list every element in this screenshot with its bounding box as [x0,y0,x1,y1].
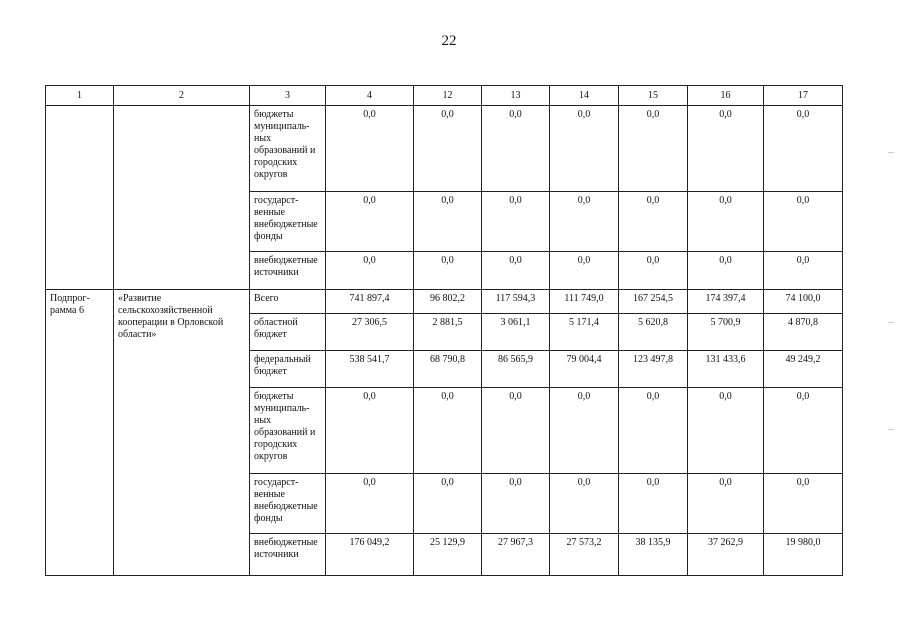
funding-source-cell: федеральный бюджет [250,351,326,388]
value-cell: 741 897,4 [326,290,414,314]
value-cell: 117 594,3 [482,290,550,314]
funding-source-cell: внебюджетные источники [250,252,326,290]
value-cell: 0,0 [414,474,482,534]
value-cell: 4 870,8 [764,314,843,351]
value-cell: 5 700,9 [688,314,764,351]
value-cell: 27 306,5 [326,314,414,351]
value-cell: 0,0 [764,106,843,192]
value-cell: 0,0 [550,192,619,252]
value-cell: 0,0 [764,388,843,474]
funding-source-cell: бюджеты муниципальных образований и городских округов [250,106,326,192]
scan-artifact [888,429,894,430]
scan-artifact [888,152,894,153]
column-number-row [46,86,843,106]
value-cell: 0,0 [619,388,688,474]
value-cell: 0,0 [326,106,414,192]
value-cell: 25 129,9 [414,534,482,576]
value-cell: 2 881,5 [414,314,482,351]
column-number-cell: 13 [482,86,550,106]
value-cell: 0,0 [688,388,764,474]
value-cell: 79 004,4 [550,351,619,388]
value-cell: 0,0 [688,106,764,192]
column-number-cell: 12 [414,86,482,106]
value-cell: 0,0 [688,192,764,252]
value-cell: 0,0 [550,388,619,474]
value-cell: 0,0 [326,388,414,474]
value-cell: 0,0 [482,106,550,192]
value-cell: 174 397,4 [688,290,764,314]
table-row [46,290,843,314]
value-cell: 123 497,8 [619,351,688,388]
table-row [46,106,843,192]
value-cell: 131 433,6 [688,351,764,388]
value-cell: 0,0 [482,474,550,534]
column-number-cell: 17 [764,86,843,106]
funding-source-cell: государственные внебюджетные фонды [250,192,326,252]
value-cell: 38 135,9 [619,534,688,576]
subprogram-code-cell: Подпрограмма 6 [46,290,114,576]
page-number: 22 [441,33,457,49]
column-number-cell: 1 [46,86,114,106]
value-cell: 0,0 [764,474,843,534]
column-number-cell: 2 [114,86,250,106]
value-cell: 0,0 [688,252,764,290]
value-cell: 5 620,8 [619,314,688,351]
value-cell: 0,0 [550,106,619,192]
subprogram-name-cell: «Развитие сельскохозяйственной кооперации в Орловской области» [114,290,250,576]
value-cell: 0,0 [550,252,619,290]
column-number-cell: 4 [326,86,414,106]
value-cell: 0,0 [326,192,414,252]
column-number-cell: 14 [550,86,619,106]
value-cell: 111 749,0 [550,290,619,314]
value-cell: 27 967,3 [482,534,550,576]
value-cell: 74 100,0 [764,290,843,314]
value-cell: 3 061,1 [482,314,550,351]
column-number-cell: 16 [688,86,764,106]
value-cell: 0,0 [688,474,764,534]
value-cell: 86 565,9 [482,351,550,388]
subprogram-name-cell [114,106,250,290]
value-cell: 0,0 [326,252,414,290]
funding-table [45,85,843,576]
value-cell: 0,0 [414,192,482,252]
value-cell: 0,0 [414,388,482,474]
value-cell: 0,0 [619,252,688,290]
funding-source-cell: внебюджетные источники [250,534,326,576]
value-cell: 27 573,2 [550,534,619,576]
value-cell: 37 262,9 [688,534,764,576]
funding-source-cell: государственные внебюджетные фонды [250,474,326,534]
value-cell: 0,0 [482,192,550,252]
value-cell: 0,0 [550,474,619,534]
value-cell: 0,0 [764,252,843,290]
value-cell: 49 249,2 [764,351,843,388]
funding-source-cell: областной бюджет [250,314,326,351]
value-cell: 0,0 [619,474,688,534]
column-number-cell: 15 [619,86,688,106]
value-cell: 538 541,7 [326,351,414,388]
scan-artifact [888,322,894,323]
funding-source-cell: Всего [250,290,326,314]
value-cell: 19 980,0 [764,534,843,576]
funding-source-cell: бюджеты муниципальных образований и городских округов [250,388,326,474]
value-cell: 0,0 [482,252,550,290]
value-cell: 0,0 [414,252,482,290]
value-cell: 176 049,2 [326,534,414,576]
value-cell: 0,0 [764,192,843,252]
value-cell: 0,0 [619,106,688,192]
value-cell: 0,0 [619,192,688,252]
value-cell: 5 171,4 [550,314,619,351]
value-cell: 0,0 [482,388,550,474]
value-cell: 0,0 [326,474,414,534]
value-cell: 96 802,2 [414,290,482,314]
subprogram-code-cell [46,106,114,290]
column-number-cell: 3 [250,86,326,106]
value-cell: 0,0 [414,106,482,192]
value-cell: 167 254,5 [619,290,688,314]
value-cell: 68 790,8 [414,351,482,388]
